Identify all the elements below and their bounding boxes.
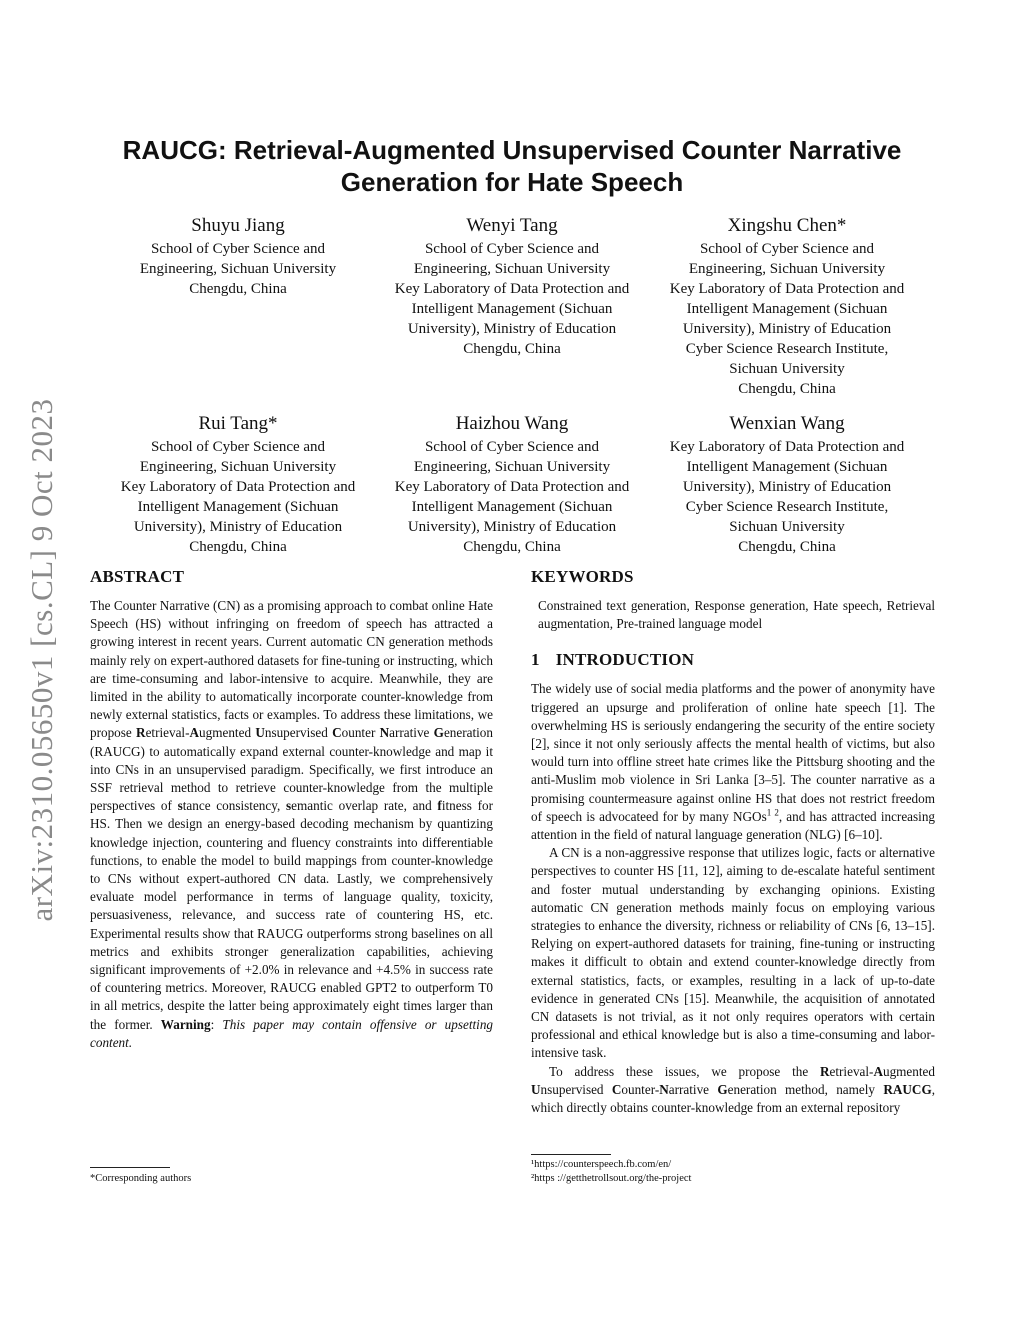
- right-column: [531, 566, 935, 1117]
- footnote-rule-right: [531, 1154, 611, 1155]
- author-block-5: [372, 412, 652, 557]
- affiliation-line: Engineering, Sichuan University: [413, 261, 611, 277]
- warning-separator: :: [210, 1016, 223, 1032]
- name-rest: arrative: [389, 725, 434, 741]
- affiliation-line: Key Laboratory of Data Protection and: [394, 281, 630, 297]
- affiliation-line: Cyber Science Research Institute,: [685, 341, 889, 357]
- introduction-heading: [531, 649, 935, 671]
- affiliation-line: University), Ministry of Education: [407, 519, 617, 535]
- affiliation-line: University), Ministry of Education: [682, 321, 892, 337]
- affiliation-line: Intelligent Management (Sichuan: [686, 301, 888, 317]
- abstract-text-a: The Counter Narrative (CN) as a promising approach to combat online Hate Speech (HS) without infringing on freedom of speech has attracted a growing interest in recent years. Current automatic CN generation methods mainly rely on expert-authored datasets for fine-tuning or instructing, which are time-consuming and labor-intensive to acquire. Meanwhile, they are limited in the ability to automatically incorporate counter-knowledge from newly external statistics, facts or examples. To address these limitations, we propose: [90, 598, 493, 741]
- author-block-1: [98, 214, 378, 299]
- affiliation-line: Key Laboratory of Data Protection and: [669, 281, 905, 297]
- method-name: RAUCG: [883, 1081, 932, 1097]
- name-rest: nsupervised: [264, 725, 333, 741]
- affiliation-line: Engineering, Sichuan University: [413, 459, 611, 475]
- name-initial: N: [379, 725, 390, 741]
- affiliation-line: Intelligent Management (Sichuan: [411, 301, 613, 317]
- name-rest: nsupervised: [540, 1081, 612, 1097]
- affiliation-line: Intelligent Management (Sichuan: [137, 499, 339, 515]
- ssf-rest: itness: [441, 798, 478, 814]
- intro-p3-b: , which directly obtains counter-knowledge from an external repository: [531, 1081, 936, 1116]
- footnote-list: [531, 1158, 691, 1186]
- affiliation-line: Chengdu, China: [463, 341, 561, 357]
- affiliation-line: University), Ministry of Education: [133, 519, 343, 535]
- intro-p1-b: , and has attracted increasing attention in the field of natural language generation (NLG) [6–10].: [531, 808, 936, 843]
- ssf-initial: f: [437, 798, 442, 814]
- affiliation-line: Engineering, Sichuan University: [139, 459, 337, 475]
- abstract-text-b: to automatically expand external counter-knowledge and map it into CNs in an unsupervised paradigm. Specifically, we first introduce an SSF retrieval method to retrieve counter-knowledge from the multiple perspectives of: [90, 743, 493, 814]
- name-rest: ugmented: [882, 1063, 935, 1079]
- name-initial: N: [659, 1081, 669, 1097]
- affiliation-line: Chengdu, China: [189, 281, 287, 297]
- section-number: 1: [531, 650, 540, 670]
- affiliation-line: School of Cyber Science and: [424, 241, 600, 257]
- affiliation-line: Intelligent Management (Sichuan: [411, 499, 613, 515]
- affiliation-line: School of Cyber Science and: [699, 241, 875, 257]
- intro-paragraph-1: [531, 680, 935, 844]
- name-initial: U: [531, 1081, 541, 1097]
- abstract-heading: ABSTRACT: [90, 567, 185, 586]
- affiliation-line: Intelligent Management (Sichuan: [686, 459, 888, 475]
- name-initial: A: [873, 1063, 883, 1079]
- affiliation-line: Sichuan University: [729, 519, 845, 535]
- affiliation-line: Key Laboratory of Data Protection and: [394, 479, 630, 495]
- affiliation-line: School of Cyber Science and: [150, 241, 326, 257]
- footnote-markers: 1 2: [766, 807, 779, 818]
- affiliation-line: Key Laboratory of Data Protection and: [669, 439, 905, 455]
- ssf-initial: s: [286, 798, 292, 814]
- arxiv-stamp: arXiv:2310.05650v1 [cs.CL] 9 Oct 2023: [24, 398, 59, 922]
- affiliation-line: Chengdu, China: [463, 539, 561, 555]
- footnote-corresponding: *Corresponding authors: [90, 1173, 192, 1184]
- name-rest: eneration (RAUCG): [90, 725, 493, 759]
- author-name: Haizhou Wang: [455, 413, 569, 434]
- keywords-heading: KEYWORDS: [531, 567, 634, 586]
- name-rest: ounter-: [621, 1081, 660, 1097]
- paper-title: [100, 134, 924, 198]
- warning-label: Warning: [160, 1016, 211, 1032]
- name-initial: C: [332, 725, 342, 741]
- author-name: Wenxian Wang: [729, 413, 845, 434]
- name-rest: ounter: [341, 725, 380, 741]
- affiliation-line: Cyber Science Research Institute,: [685, 499, 889, 515]
- abstract-text: [90, 597, 493, 1052]
- affiliation-line: Engineering, Sichuan University: [139, 261, 337, 277]
- name-initial: C: [611, 1081, 622, 1097]
- author-block-4: [98, 412, 378, 557]
- name-initial: R: [136, 725, 146, 741]
- affiliation-line: Chengdu, China: [189, 539, 287, 555]
- author-name: Xingshu Chen*: [727, 215, 847, 236]
- name-initial: G: [433, 725, 444, 741]
- name-rest: arrative: [668, 1081, 718, 1097]
- ssf-rest: tance consistency,: [182, 798, 286, 814]
- affiliation-line: Key Laboratory of Data Protection and: [120, 479, 356, 495]
- affiliation-line: Chengdu, China: [738, 539, 836, 555]
- name-initial: U: [255, 725, 265, 741]
- abstract-section: [90, 566, 493, 1052]
- section-title: INTRODUCTION: [555, 650, 695, 670]
- warning-text: This paper may contain offensive or upsetting content.: [90, 1016, 494, 1050]
- footnote-1: ¹https://counterspeech.fb.com/en/: [531, 1159, 672, 1170]
- author-name: Rui Tang*: [198, 413, 278, 434]
- footnote-2: ²https ://getthetrollsout.org/the-project: [531, 1173, 692, 1184]
- name-rest: etrieval-: [829, 1063, 874, 1079]
- affiliation-line: School of Cyber Science and: [150, 439, 326, 455]
- intro-paragraph-3: [531, 1063, 935, 1118]
- affiliation-line: Chengdu, China: [738, 381, 836, 397]
- name-initial: G: [717, 1081, 728, 1097]
- affiliation-line: Sichuan University: [729, 361, 845, 377]
- affiliation-line: University), Ministry of Education: [407, 321, 617, 337]
- author-block-6: [647, 412, 927, 557]
- intro-p1-a: The widely use of social media platforms and the power of anonymity have triggered an upsurge and proliferation of online hate speech [1]. The overwhelming HS is seriously endangering the security of the entire society [2], since it not only seriously affects the mental health of victims, but also would turn into offline street hate crimes like the Pittsburg shooting and the anti-Muslim mob violence in Sri Lanka [3–5]. The counter narrative as a promising countermeasure against online HS that does not restrict freedom of speech is advocateed for by many NGOs: [531, 681, 935, 824]
- intro-paragraph-2: A CN is a non-aggressive response that utilizes logic, facts or alternative perspectives to counter HS [11, 12], aiming to de-escalate hateful sentiment and foster mutual understanding by exchanging opinions. Existing automatic CN generation methods mainly focus on employing various strategies to enhance the diversity, richness or reliability of CNs [6, 13–15]. Relying on expert-authored datasets for training, fine-tuning or instructing makes it difficult to obtain and extend counter-knowledge directly from external statistics, facts, or examples, resulting in a lack of up-to-date evidence in generated CNs [15]. Meanwhile, the acquisition of annotated CN datasets is not trivial, as it not only requires operators with certain professional and ethical knowledge but is also a time-consuming and labor-intensive task.: [531, 845, 935, 1061]
- author-name: Wenyi Tang: [466, 215, 558, 236]
- affiliation-line: School of Cyber Science and: [424, 439, 600, 455]
- title-line-1: RAUCG: Retrieval-Augmented Unsupervised Counter Narrative: [122, 135, 902, 165]
- keywords-text: Constrained text generation, Response generation, Hate speech, Retrieval augmentation, Pre-trained language model: [538, 598, 935, 632]
- affiliation-line: Engineering, Sichuan University: [688, 261, 886, 277]
- name-initial: A: [189, 725, 200, 741]
- name-rest: ugmented: [199, 725, 256, 741]
- name-rest: eneration method, namely: [727, 1081, 884, 1097]
- abstract-text-c: for HS. Then we design an energy-based decoding mechanism by quantizing knowledge injection, countering and fluency constraints into differentiable functions, to enable the model to build mappings from counter-knowledge to CNs without expert-authored CN data. Lastly, we comprehensively evaluate model performance in terms of language quality, toxicity, persuasiveness, relevance, and success rate of countering HS, etc. Experimental results show that RAUCG outperforms strong baselines on all metrics and exhibits stronger generalization capabilities, achieving significant improvements of +2.0% in relevance and +4.5% in success rate of countering metrics. Moreover, RAUCG enabled GPT2 to outperform T0 in all metrics, despite the latter being approximately eight times larger than the former.: [90, 798, 493, 1032]
- ssf-rest: emantic overlap rate, and: [291, 798, 438, 814]
- footnote-rule-left: [90, 1167, 170, 1168]
- ssf-initial: s: [177, 798, 183, 814]
- author-name: Shuyu Jiang: [191, 215, 285, 236]
- name-rest: etrieval-: [145, 725, 190, 741]
- title-line-2: Generation for Hate Speech: [340, 167, 684, 197]
- intro-p3-a: To address these issues, we propose the: [549, 1063, 820, 1079]
- author-block-3: [647, 214, 927, 399]
- name-initial: R: [819, 1063, 830, 1079]
- author-block-2: [372, 214, 652, 359]
- affiliation-line: University), Ministry of Education: [682, 479, 892, 495]
